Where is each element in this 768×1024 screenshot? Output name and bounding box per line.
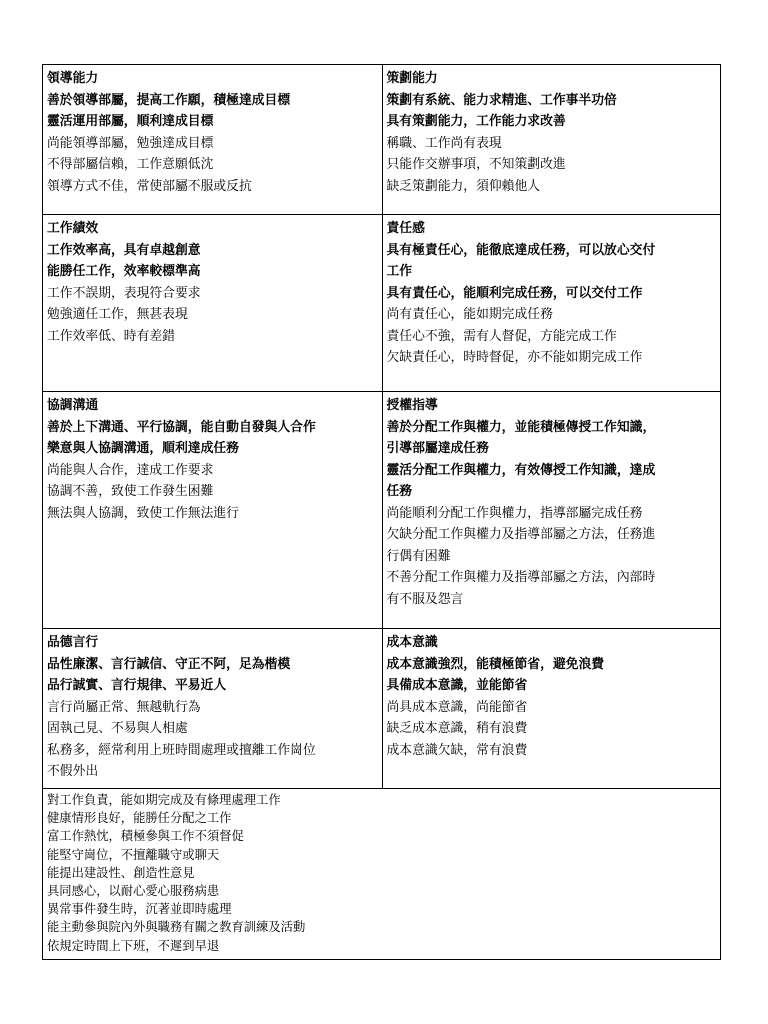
cell-title: 協調溝通 [47, 398, 99, 413]
criteria-cell-delegation [382, 392, 721, 628]
cell-line: 尚能領導部屬，勉強達成目標 [47, 135, 214, 151]
cell-line: 具有責任心，能順利完成任務，可以交付工作 [386, 285, 643, 301]
cell-title: 授權指導 [386, 398, 438, 413]
cell-title: 工作績效 [47, 221, 99, 236]
cell-line: 尚能與人合作，達成工作要求 [47, 462, 214, 478]
cell-line: 不假外出 [47, 764, 99, 779]
cell-line: 成本意識欠缺，常有浪費 [386, 742, 528, 758]
cell-title: 責任感 [386, 221, 425, 236]
criteria-cell-responsibility [382, 215, 721, 391]
table-row [43, 65, 720, 215]
footer-line: 能堅守崗位，不擅離職守或聊天 [47, 847, 220, 862]
cell-line: 任務 [386, 484, 413, 499]
cell-line: 具備成本意識，並能節省 [386, 678, 528, 693]
cell-line: 策劃有系統、能力求精進、工作事半功倍 [386, 92, 617, 108]
criteria-cell-performance [43, 215, 382, 391]
cell-line: 缺乏策劃能力，須仰賴他人 [386, 178, 541, 194]
footer-line: 能主動參與院內外與職務有關之教育訓練及活動 [47, 920, 306, 935]
cell-title: 領導能力 [47, 71, 99, 86]
cell-line: 不得部屬信賴，工作意願低沈 [47, 157, 214, 172]
cell-line: 引導部屬達成任務 [386, 441, 489, 456]
cell-line: 能勝任工作，效率較標準高 [47, 264, 201, 279]
cell-line: 尚具成本意識，尚能節省 [386, 699, 528, 715]
table-row [43, 629, 720, 789]
cell-line: 品行誠實、言行規律、平易近人 [47, 678, 227, 693]
criteria-cell-conduct [43, 629, 382, 788]
criteria-cell-planning [382, 65, 721, 214]
footer-line: 健康情形良好，能勝任分配之工作 [47, 811, 232, 826]
cell-line: 尚能順利分配工作與權力，指導部屬完成任務 [386, 505, 643, 521]
criteria-cell-leadership [43, 65, 382, 214]
cell-line: 有不服及怨言 [386, 591, 464, 607]
table-row [43, 392, 720, 629]
cell-line: 責任心不強，需有人督促，方能完成工作 [386, 328, 617, 344]
cell-line: 欠缺分配工作與權力及指導部屬之方法，任務進 [386, 527, 656, 542]
cell-title: 品德言行 [47, 635, 99, 650]
cell-title: 成本意識 [386, 635, 438, 650]
footer-line: 富工作熱忱，積極參與工作不須督促 [47, 829, 244, 844]
footer-line: 依規定時間上下班，不遲到早退 [47, 938, 220, 953]
cell-line: 工作效率高，具有卓越創意 [47, 242, 201, 258]
cell-line: 靈活運用部屬，順利達成目標 [47, 114, 214, 129]
evaluation-table [42, 64, 721, 960]
cell-line: 領導方式不佳，常使部屬不服或反抗 [47, 178, 252, 194]
cell-line: 稱職、工作尚有表現 [386, 135, 502, 151]
cell-line: 工作 [386, 264, 413, 279]
footer-line: 具同感心，以耐心愛心服務病患 [47, 884, 220, 899]
cell-line: 行偶有困難 [386, 548, 451, 564]
cell-line: 具有極責任心，能徹底達成任務，可以放心交付 [386, 242, 656, 258]
cell-line: 尚有責任心，能如期完成任務 [386, 307, 553, 322]
cell-line: 言行尚屬正常、無越軌行為 [47, 699, 201, 715]
cell-line: 靈活分配工作與權力，有效傳授工作知識，達成 [386, 462, 656, 478]
cell-line: 固執己見、不易與人相處 [47, 721, 188, 736]
cell-line: 缺乏成本意識，稍有浪費 [386, 721, 528, 736]
cell-line: 善於領導部屬，提高工作願，積極達成目標 [47, 92, 291, 108]
cell-line: 只能作交辦事項，不知策劃改進 [386, 157, 566, 172]
cell-line: 不善分配工作與權力及指導部屬之方法，內部時 [386, 570, 656, 585]
cell-title: 策劃能力 [386, 71, 438, 86]
criteria-cell-cost-awareness [382, 629, 721, 788]
footer-line: 能提出建設性、創造性意見 [47, 865, 195, 880]
cell-line: 樂意與人協調溝通，順利達成任務 [47, 441, 239, 456]
cell-line: 善於分配工作與權力，並能積極傳授工作知識， [386, 419, 656, 435]
cell-line: 品性廉潔、言行誠信、守正不阿，足為楷模 [47, 656, 291, 672]
table-row [43, 215, 720, 392]
cell-line: 工作效率低、時有差錯 [47, 328, 175, 344]
footer-line: 對工作負責，能如期完成及有條理處理工作 [47, 793, 281, 807]
criteria-cell-coordination [43, 392, 382, 628]
cell-line: 工作不誤期，表現符合要求 [47, 285, 201, 301]
general-criteria-cell [43, 789, 720, 959]
cell-line: 無法與人協調，致使工作無法進行 [47, 505, 239, 521]
cell-line: 善於上下溝通、平行協調，能自動自發與人合作 [47, 419, 316, 435]
footer-line: 異常事件發生時，沉著並即時處理 [47, 902, 232, 917]
cell-line: 協調不善，致使工作發生困難 [47, 484, 214, 499]
cell-line: 私務多，經常利用上班時間處理或擅離工作崗位 [47, 742, 316, 758]
cell-line: 具有策劃能力，工作能力求改善 [386, 114, 566, 129]
cell-line: 成本意識強烈，能積極節省，避免浪費 [386, 656, 605, 672]
cell-line: 勉強適任工作，無甚表現 [47, 307, 188, 322]
cell-line: 欠缺責任心，時時督促，亦不能如期完成工作 [386, 350, 643, 365]
